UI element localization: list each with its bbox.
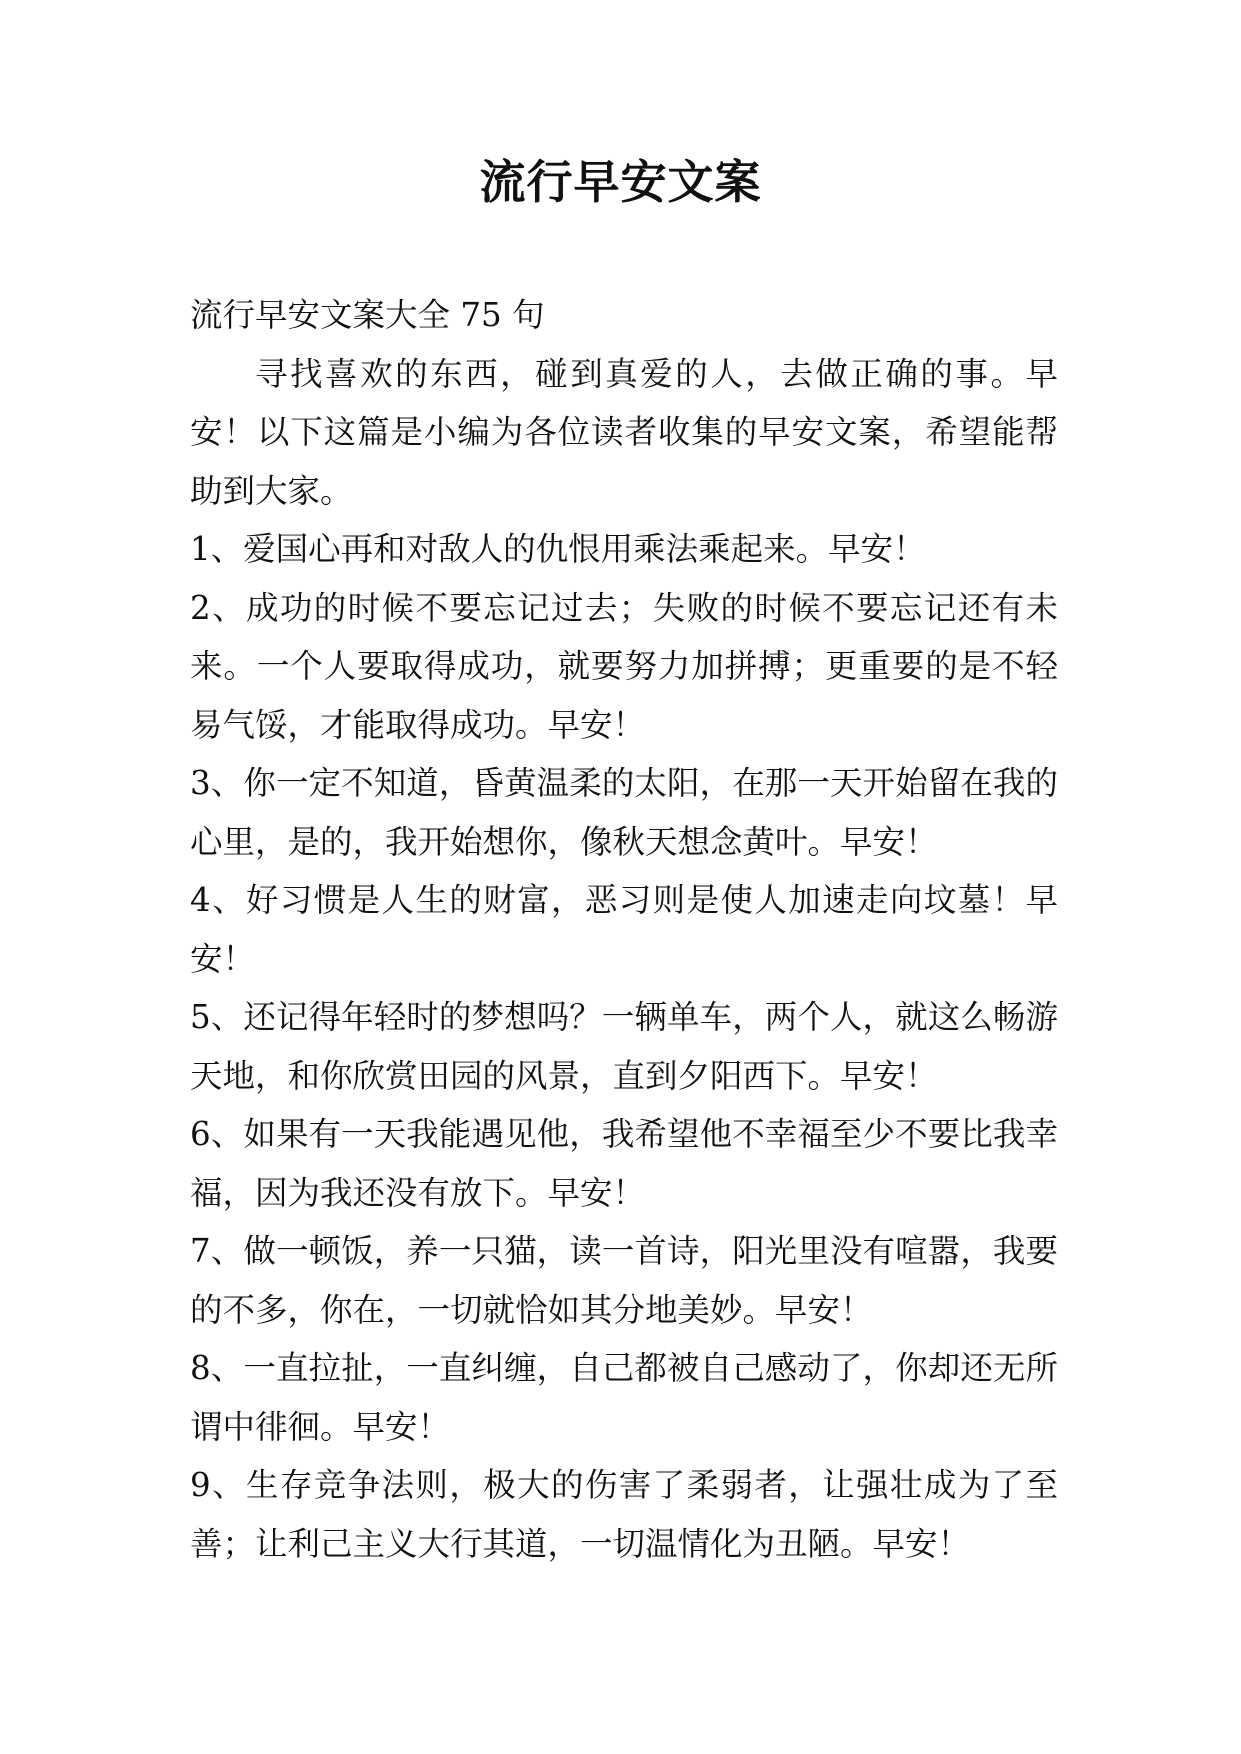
list-item: 2、成功的时候不要忘记过去；失败的时候不要忘记还有未来。一个人要取得成功，就要努力加拼搏；更重要的是不轻易气馁，才能取得成功。早安！ — [190, 588, 1058, 744]
list-item: 4、好习惯是人生的财富，恶习则是使人加速走向坟墓！早安！ — [190, 881, 1058, 978]
list-item: 5、还记得年轻时的梦想吗？一辆单车，两个人，就这么畅游天地，和你欣赏田园的风景，直到夕阳西下。早安！ — [190, 998, 1058, 1095]
document-body — [190, 286, 1058, 1573]
list-item: 9、生存竞争法则，极大的伤害了柔弱者，让强壮成为了至善；让利己主义大行其道，一切温情化为丑陋。早安！ — [190, 1466, 1058, 1563]
document-title: 流行早安文案 — [479, 155, 762, 209]
list-item: 7、做一顿饭，养一只猫，读一首诗，阳光里没有喧嚣，我要的不多，你在，一切就恰如其分地美妙。早安！ — [190, 1232, 1058, 1329]
list-item: 1、爱国心再和对敌人的仇恨用乘法乘起来。早安！ — [190, 530, 926, 568]
list-item: 8、一直拉扯，一直纠缠，自己都被自己感动了，你却还无所谓中徘徊。早安！ — [190, 1349, 1058, 1446]
document-subtitle: 流行早安文案大全 75 句 — [190, 296, 545, 334]
list-item: 3、你一定不知道，昏黄温柔的太阳，在那一天开始留在我的心里，是的，我开始想你，像秋天想念黄叶。早安！ — [190, 764, 1058, 861]
intro-paragraph: 寻找喜欢的东西，碰到真爱的人，去做正确的事。早安！以下这篇是小编为各位读者收集的早安文案，希望能帮助到大家。 — [190, 354, 1058, 510]
list-item: 6、如果有一天我能遇见他，我希望他不幸福至少不要比我幸福，因为我还没有放下。早安！ — [190, 1115, 1058, 1212]
